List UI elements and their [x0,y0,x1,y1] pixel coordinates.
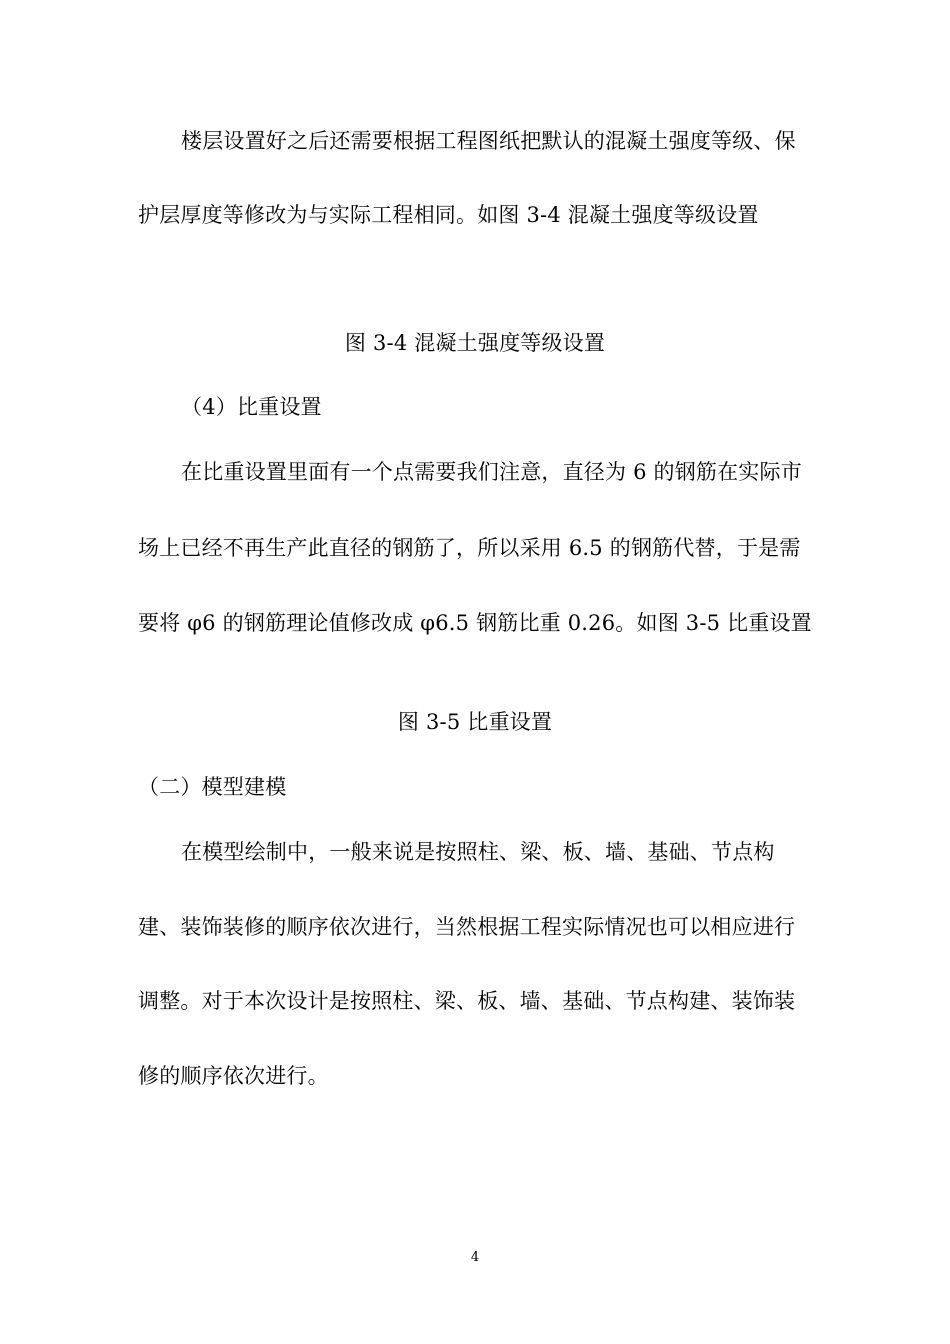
paragraph-2-line-1: 在比重设置里面有一个点需要我们注意，直径为 6 的钢筋在实际市 [181,460,802,484]
paragraph-2-line-3: 要将 φ6 的钢筋理论值修改成 φ6.5 钢筋比重 0.26。如图 3-5 比重设置 [138,611,812,635]
paragraph-3-line-2: 建、装饰装修的顺序依次进行，当然根据工程实际情况也可以相应进行 [138,915,796,939]
paragraph-3-line-3: 调整。对于本次设计是按照柱、梁、板、墙、基础、节点构建、装饰装 [138,989,796,1013]
page-number: 4 [470,1250,480,1265]
paragraph-1-line-2: 护层厚度等修改为与实际工程相同。如图 3-4 混凝土强度等级设置 [138,203,759,227]
section-heading-4: （4）比重设置 [181,395,322,419]
figure-3-4-caption: 图 3-4 混凝土强度等级设置 [344,331,606,355]
paragraph-2-line-2: 场上已经不再生产此直径的钢筋了，所以采用 6.5 的钢筋代替，于是需 [138,536,801,560]
section-heading-2: （二）模型建模 [138,775,287,799]
paragraph-1-line-1: 楼层设置好之后还需要根据工程图纸把默认的混凝土强度等级、保 [181,129,796,153]
figure-3-5-caption: 图 3-5 比重设置 [397,710,553,734]
paragraph-3-line-4: 修的顺序依次进行。 [138,1064,329,1088]
paragraph-3-line-1: 在模型绘制中，一般来说是按照柱、梁、板、墙、基础、节点构 [181,840,775,864]
